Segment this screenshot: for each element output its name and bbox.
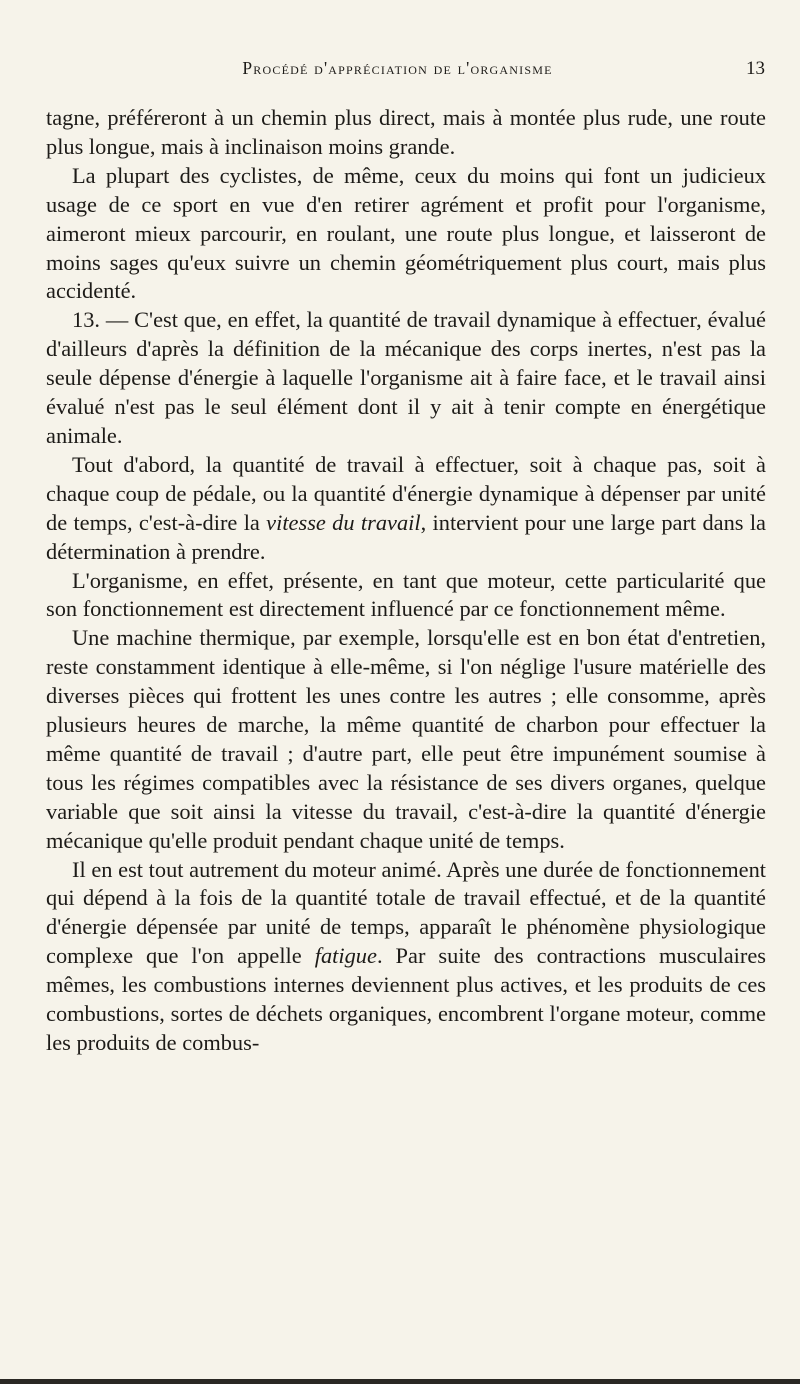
emphasis-vitesse-du-travail: vitesse du travail xyxy=(266,509,421,535)
paragraph-animate-motor xyxy=(46,856,766,1058)
paragraph-section-13: 13. — C'est que, en effet, la quantité de travail dynamique à effectuer, évalué d'ailleurs d'après la définition de la mécanique des corps inertes, n'est pas la seule dépense d'énergie à laquelle l'organisme ait à faire face, et le travail ainsi évalué n'est pas le seul élément dont il y ait à tenir compte en énergétique animale. xyxy=(46,307,766,448)
body-text xyxy=(46,104,766,1058)
emphasis-fatigue: fatigue xyxy=(314,943,377,969)
paragraph-speed-of-work-text-b: , intervient pour une large part dans la détermination à prendre. xyxy=(46,509,766,564)
paragraph-animate-motor-text-a: Il en est tout autrement du moteur animé. Après une durée de fonctionnement qui dépend à la fois de la quantité totale de travail effectué, et de la quantité d'énergie dépensée par unité de temps, apparaît le phénomène physiologique complexe que l'on appelle xyxy=(46,856,766,969)
paragraph-continuation: tagne, préféreront à un chemin plus direct, mais à montée plus rude, une route plus longue, mais à inclinaison moins grande. xyxy=(46,105,766,159)
page-number: 13 xyxy=(746,58,765,79)
paragraph-speed-of-work-text-a: Tout d'abord, la quantité de travail à effectuer, soit à chaque pas, soit à chaque coup de pédale, ou la quantité d'énergie dynamique à dépenser par unité de temps, c'est-à-dire la xyxy=(46,451,766,535)
paragraph-speed-of-work xyxy=(46,451,766,567)
bottom-edge-rule xyxy=(0,1379,800,1384)
paragraph-thermal-machine: Une machine thermique, par exemple, lorsqu'elle est en bon état d'entretien, reste constamment identique à elle-même, si l'on néglige l'usure matérielle des diverses pièces qui frottent les unes contre les autres ; elle consomme, après plusieurs heures de marche, la même quantité de charbon pour effectuer la même quantité de travail ; d'autre part, elle peut être impunément soumise à tous les régimes compatibles avec la résistance de ses divers organes, quelque variable que soit ainsi la vitesse du travail, c'est-à-dire la quantité d'énergie mécanique qu'elle produit pendant chaque unité de temps. xyxy=(46,625,766,853)
paragraph-cyclists: La plupart des cyclistes, de même, ceux du moins qui font un judicieux usage de ce sport en vue d'en retirer agrément et profit pour l'organisme, aimeront mieux parcourir, en roulant, une route plus longue, et laisseront de moins sages qu'eux suivre un chemin géométriquement plus court, mais plus accidenté. xyxy=(46,162,766,304)
paragraph-organism-motor: L'organisme, en effet, présente, en tant que moteur, cette particularité que son fonctionnement est directement influencé par ce fonctionnement même. xyxy=(46,567,766,622)
running-head xyxy=(30,58,765,92)
running-head-title: Procédé d'appréciation de l'organisme xyxy=(242,58,553,78)
paragraph-animate-motor-text-b: . Par suite des contractions musculaires mêmes, les combustions internes deviennent plus actives, et les produits de ces combustions, sortes de déchets organiques, encombrent l'organe moteur, comme les produits de combus- xyxy=(46,943,766,1055)
